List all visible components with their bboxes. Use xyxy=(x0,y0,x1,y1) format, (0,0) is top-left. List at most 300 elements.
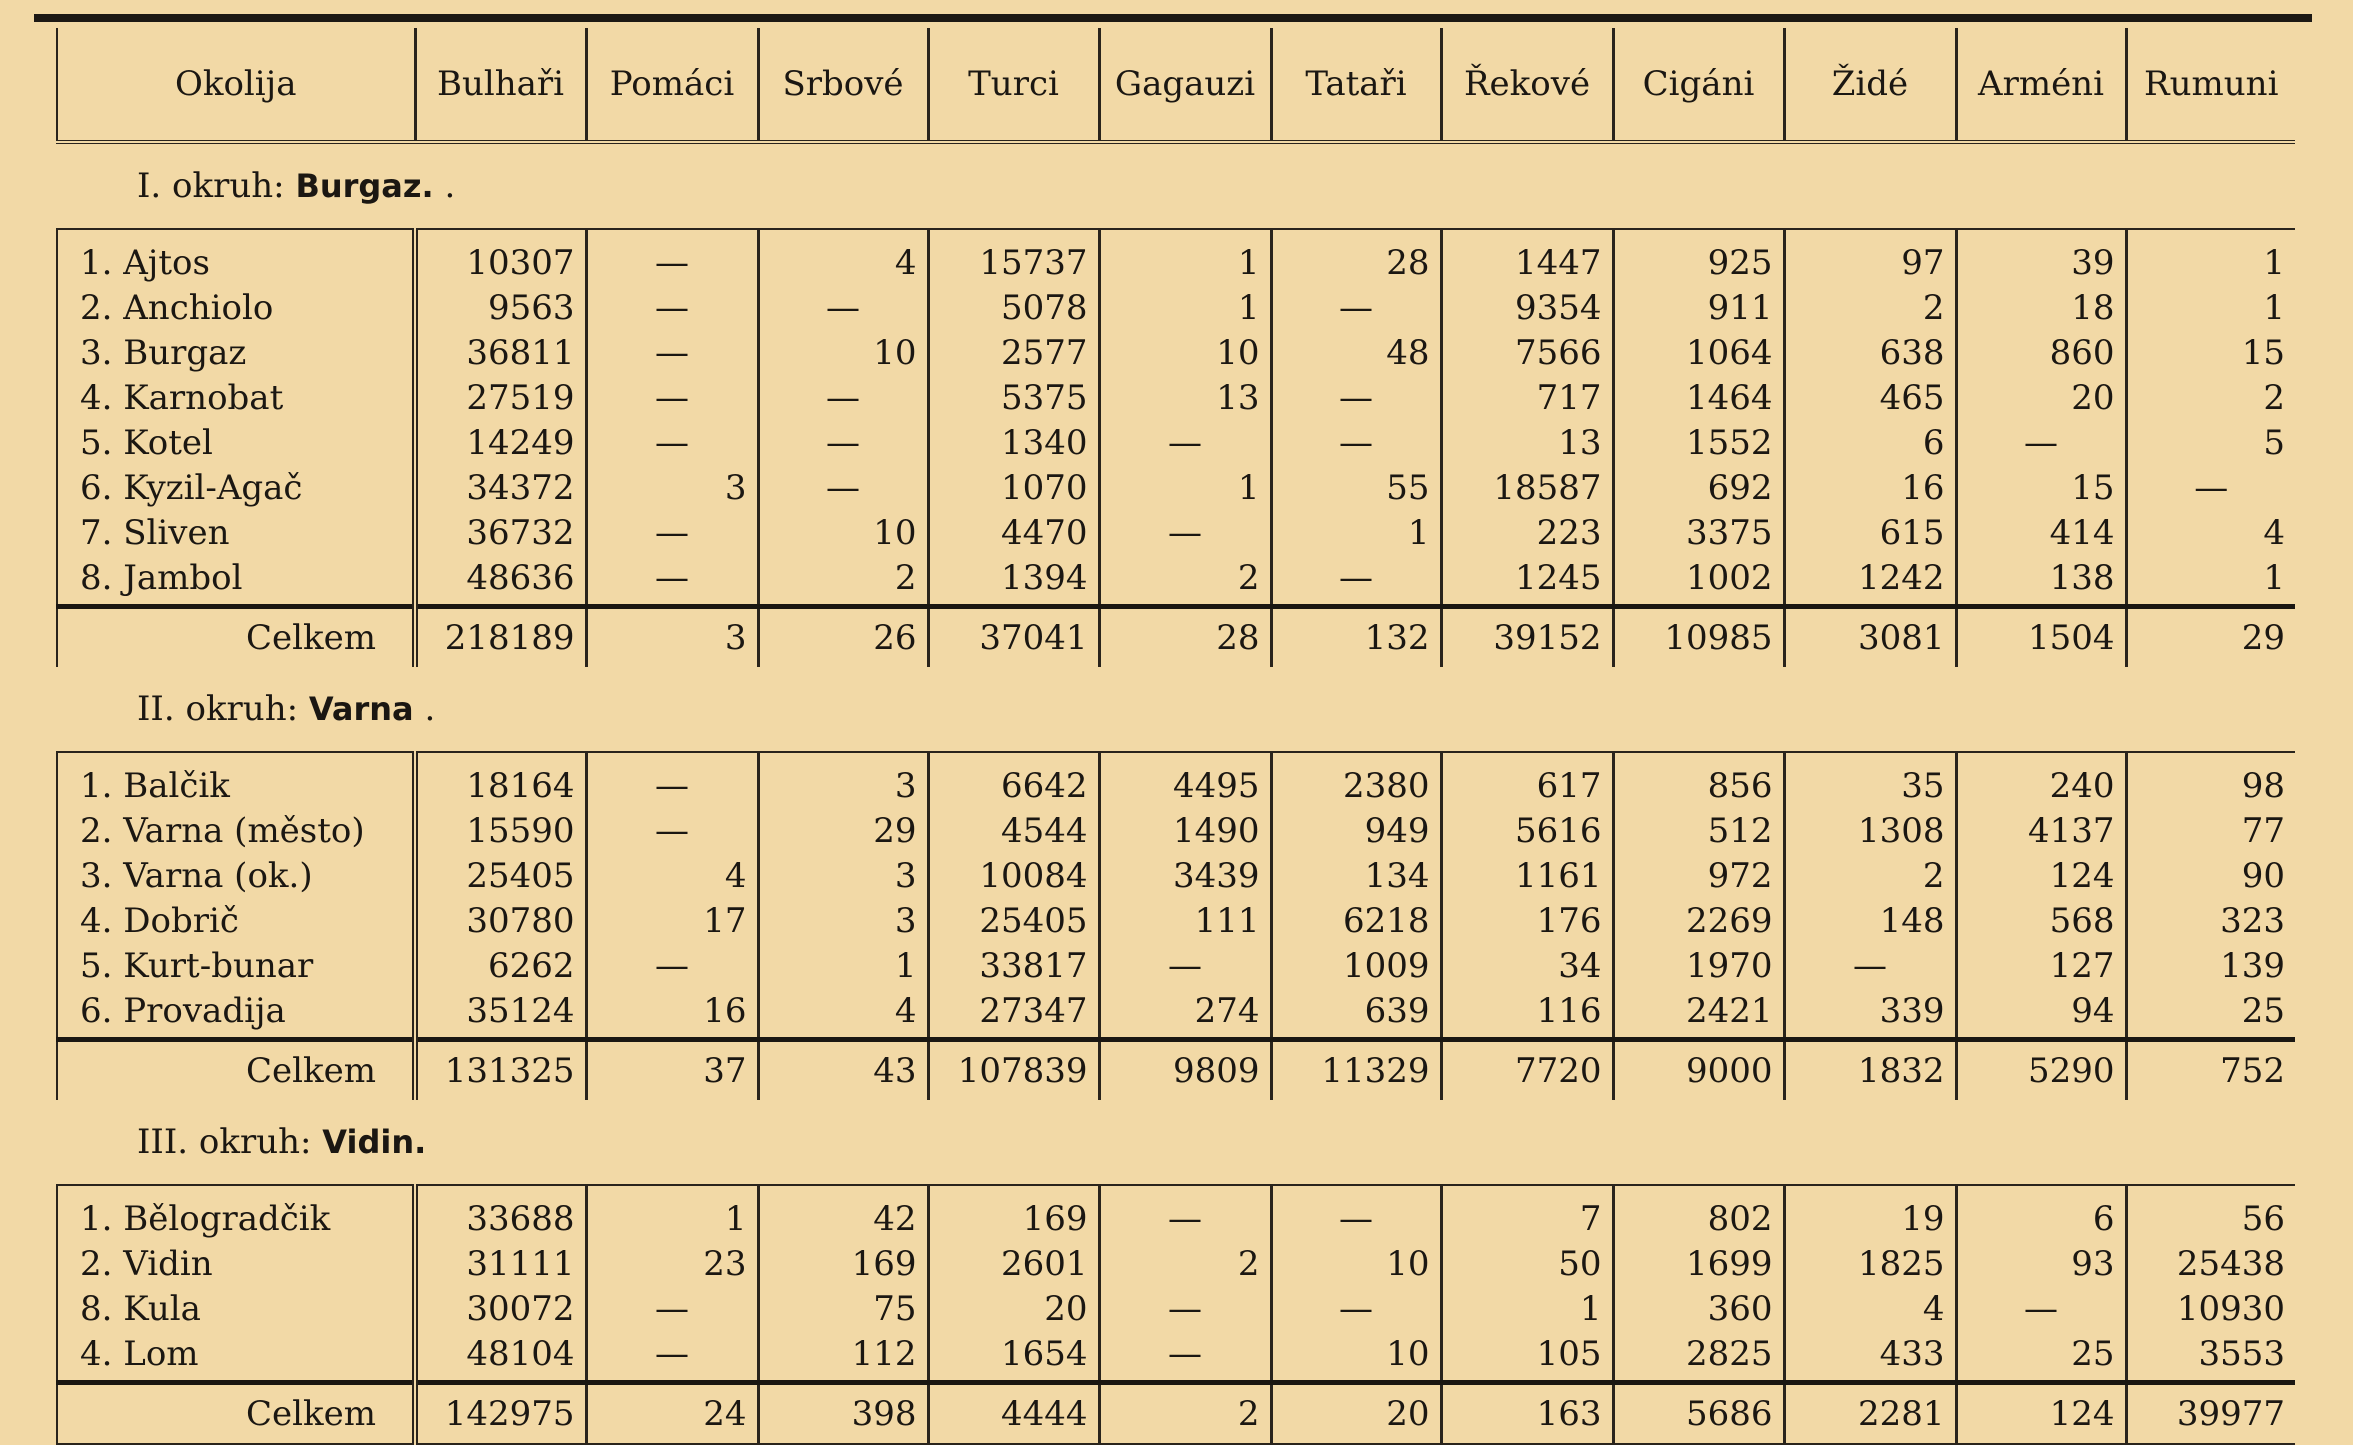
section-suffix: . xyxy=(424,689,436,729)
table-cell: 34 xyxy=(1441,943,1613,988)
table-cell: 39 xyxy=(1956,229,2126,285)
table-cell: 6 xyxy=(1784,420,1956,465)
table-cell: 39977 xyxy=(2126,1383,2295,1445)
table-cell: — xyxy=(1271,1185,1441,1241)
table-cell: — xyxy=(1271,375,1441,420)
table-cell: 4 xyxy=(758,229,928,285)
row-label: 4. Dobrič xyxy=(57,898,415,943)
table-cell: 617 xyxy=(1441,752,1613,808)
table-cell: 48104 xyxy=(415,1331,586,1383)
section-name: Vidin. xyxy=(322,1123,427,1161)
table-cell: 5 xyxy=(2126,420,2295,465)
section-heading xyxy=(57,667,2295,752)
table-cell: 615 xyxy=(1784,510,1956,555)
table-cell: 465 xyxy=(1784,375,1956,420)
table-cell: 25 xyxy=(2126,988,2295,1040)
table-cell: 9354 xyxy=(1441,285,1613,330)
table-cell: 42 xyxy=(758,1185,928,1241)
table-cell: 2269 xyxy=(1613,898,1784,943)
section-name: Burgaz. xyxy=(295,167,434,205)
table-cell: — xyxy=(1099,510,1271,555)
table-cell: 26 xyxy=(758,607,928,668)
table-cell: 75 xyxy=(758,1286,928,1331)
table-cell: — xyxy=(1271,420,1441,465)
row-label: 8. Jambol xyxy=(57,555,415,607)
table-cell: 1308 xyxy=(1784,808,1956,853)
table-cell: — xyxy=(1099,943,1271,988)
column-header: Arméni xyxy=(1956,28,2126,142)
table-cell: — xyxy=(1271,285,1441,330)
row-label: 6. Provadija xyxy=(57,988,415,1040)
table-cell: 4 xyxy=(758,988,928,1040)
table-cell: — xyxy=(1099,420,1271,465)
table-cell: — xyxy=(1099,1185,1271,1241)
table-cell: 1 xyxy=(1099,285,1271,330)
table-cell: 131325 xyxy=(415,1040,586,1101)
row-label: 1. Balčik xyxy=(57,752,415,808)
table-cell: 398 xyxy=(758,1383,928,1445)
table-row xyxy=(57,988,2295,1040)
total-row xyxy=(57,1040,2295,1101)
table-cell: 124 xyxy=(1956,853,2126,898)
table-cell: — xyxy=(586,752,758,808)
table-row xyxy=(57,510,2295,555)
table-cell: 25405 xyxy=(415,853,586,898)
table-cell: 512 xyxy=(1613,808,1784,853)
table-cell: — xyxy=(758,285,928,330)
table-cell: 972 xyxy=(1613,853,1784,898)
table-cell: 1490 xyxy=(1099,808,1271,853)
table-cell: 116 xyxy=(1441,988,1613,1040)
section-prefix: II. okruh: xyxy=(137,689,299,729)
table-cell: 77 xyxy=(2126,808,2295,853)
table-cell: 4444 xyxy=(928,1383,1099,1445)
table-cell: 48 xyxy=(1271,330,1441,375)
table-cell: 4 xyxy=(2126,510,2295,555)
table-cell: 139 xyxy=(2126,943,2295,988)
table-cell: 33817 xyxy=(928,943,1099,988)
table-cell: 37 xyxy=(586,1040,758,1101)
column-header: Turci xyxy=(928,28,1099,142)
table-cell: 39152 xyxy=(1441,607,1613,668)
table-cell: 4 xyxy=(1784,1286,1956,1331)
table-cell: 1161 xyxy=(1441,853,1613,898)
section-name: Varna xyxy=(308,690,414,728)
table-cell: 90 xyxy=(2126,853,2295,898)
row-label: 1. Bělogradčik xyxy=(57,1185,415,1241)
table-cell: 752 xyxy=(2126,1040,2295,1101)
table-cell: 1394 xyxy=(928,555,1099,607)
table-cell: 1 xyxy=(586,1185,758,1241)
table-cell: 10985 xyxy=(1613,607,1784,668)
table-cell: 2421 xyxy=(1613,988,1784,1040)
table-cell: 55 xyxy=(1271,465,1441,510)
table-cell: 43 xyxy=(758,1040,928,1101)
column-header: Pomáci xyxy=(586,28,758,142)
table-row xyxy=(57,555,2295,607)
row-label: Celkem xyxy=(57,1383,415,1445)
table-cell: 2601 xyxy=(928,1241,1099,1286)
table-cell: 240 xyxy=(1956,752,2126,808)
row-label: 2. Anchiolo xyxy=(57,285,415,330)
table-cell: 34372 xyxy=(415,465,586,510)
table-row xyxy=(57,898,2295,943)
row-label: 5. Kurt-bunar xyxy=(57,943,415,988)
table-cell: 3553 xyxy=(2126,1331,2295,1383)
table-cell: 27347 xyxy=(928,988,1099,1040)
table-cell: 25405 xyxy=(928,898,1099,943)
table-cell: 433 xyxy=(1784,1331,1956,1383)
column-header: Okolija xyxy=(57,28,415,142)
table-cell: 9000 xyxy=(1613,1040,1784,1101)
table-cell: 3439 xyxy=(1099,853,1271,898)
table-cell: 29 xyxy=(2126,607,2295,668)
table-cell: 3 xyxy=(758,853,928,898)
table-cell: 1 xyxy=(1099,465,1271,510)
table-cell: 1009 xyxy=(1271,943,1441,988)
table-cell: 14249 xyxy=(415,420,586,465)
total-row xyxy=(57,607,2295,668)
table-cell: 16 xyxy=(1784,465,1956,510)
table-cell: 860 xyxy=(1956,330,2126,375)
table-cell: 1504 xyxy=(1956,607,2126,668)
table-cell: 1552 xyxy=(1613,420,1784,465)
table-cell: 50 xyxy=(1441,1241,1613,1286)
table-cell: 19 xyxy=(1784,1185,1956,1241)
table-cell: 1 xyxy=(2126,229,2295,285)
table-cell: 6218 xyxy=(1271,898,1441,943)
table-cell: 142975 xyxy=(415,1383,586,1445)
table-cell: 48636 xyxy=(415,555,586,607)
table-cell: — xyxy=(586,330,758,375)
table-cell: — xyxy=(586,510,758,555)
row-label: 6. Kyzil-Agač xyxy=(57,465,415,510)
table-cell: 2 xyxy=(1099,1383,1271,1445)
table-cell: 717 xyxy=(1441,375,1613,420)
table-cell: 169 xyxy=(758,1241,928,1286)
table-cell: 1447 xyxy=(1441,229,1613,285)
table-cell: 1 xyxy=(2126,555,2295,607)
table-row xyxy=(57,330,2295,375)
table-cell: — xyxy=(758,375,928,420)
table-cell: 10307 xyxy=(415,229,586,285)
table-cell: 93 xyxy=(1956,1241,2126,1286)
table-cell: 3 xyxy=(586,607,758,668)
table-cell: 1 xyxy=(1099,229,1271,285)
table-cell: 2 xyxy=(1784,853,1956,898)
table-cell: 7720 xyxy=(1441,1040,1613,1101)
table-cell: 9809 xyxy=(1099,1040,1271,1101)
row-label: Celkem xyxy=(57,1040,415,1101)
section-heading xyxy=(57,142,2295,229)
table-cell: — xyxy=(758,420,928,465)
table-cell: 28 xyxy=(1271,229,1441,285)
section-suffix: . xyxy=(444,166,456,206)
table-cell: 1 xyxy=(1441,1286,1613,1331)
table-cell: 339 xyxy=(1784,988,1956,1040)
table-cell: 949 xyxy=(1271,808,1441,853)
table-cell: 15590 xyxy=(415,808,586,853)
table-cell: 56 xyxy=(2126,1185,2295,1241)
table-cell: — xyxy=(586,285,758,330)
section-heading xyxy=(57,1100,2295,1185)
table-cell: 3 xyxy=(758,898,928,943)
table-cell: 2 xyxy=(1099,1241,1271,1286)
column-header: Srbové xyxy=(758,28,928,142)
table-cell: 1825 xyxy=(1784,1241,1956,1286)
table-cell: 18 xyxy=(1956,285,2126,330)
table-cell: 692 xyxy=(1613,465,1784,510)
table-cell: — xyxy=(586,1331,758,1383)
table-cell: 28 xyxy=(1099,607,1271,668)
table-cell: 10084 xyxy=(928,853,1099,898)
table-cell: 6262 xyxy=(415,943,586,988)
table-cell: — xyxy=(1956,420,2126,465)
column-header: Cigáni xyxy=(1613,28,1784,142)
table-cell: — xyxy=(586,943,758,988)
table-cell: 35 xyxy=(1784,752,1956,808)
table-cell: 127 xyxy=(1956,943,2126,988)
table-cell: 856 xyxy=(1613,752,1784,808)
table-cell: 18164 xyxy=(415,752,586,808)
table-cell: 5686 xyxy=(1613,1383,1784,1445)
table-cell: 1245 xyxy=(1441,555,1613,607)
table-cell: 33688 xyxy=(415,1185,586,1241)
table-cell: 1064 xyxy=(1613,330,1784,375)
row-label: 3. Burgaz xyxy=(57,330,415,375)
table-cell: 568 xyxy=(1956,898,2126,943)
table-cell: 15737 xyxy=(928,229,1099,285)
table-cell: 639 xyxy=(1271,988,1441,1040)
column-header: Gagauzi xyxy=(1099,28,1271,142)
table-cell: 2 xyxy=(758,555,928,607)
table-cell: 5375 xyxy=(928,375,1099,420)
table-cell: 925 xyxy=(1613,229,1784,285)
table-cell: 2380 xyxy=(1271,752,1441,808)
table-row xyxy=(57,943,2295,988)
table-cell: 124 xyxy=(1956,1383,2126,1445)
table-cell: — xyxy=(586,808,758,853)
row-label: 4. Karnobat xyxy=(57,375,415,420)
table-cell: — xyxy=(1784,943,1956,988)
table-cell: 6642 xyxy=(928,752,1099,808)
table-cell: 2 xyxy=(2126,375,2295,420)
table-cell: 11329 xyxy=(1271,1040,1441,1101)
column-header: Rumuni xyxy=(2126,28,2295,142)
table-cell: 4495 xyxy=(1099,752,1271,808)
section-heading-row xyxy=(57,1100,2295,1185)
table-cell: 218189 xyxy=(415,607,586,668)
table-row xyxy=(57,229,2295,285)
table-cell: 1464 xyxy=(1613,375,1784,420)
table-cell: 3081 xyxy=(1784,607,1956,668)
table-cell: 7 xyxy=(1441,1185,1613,1241)
table-cell: 13 xyxy=(1441,420,1613,465)
table-cell: 414 xyxy=(1956,510,2126,555)
row-label: 2. Varna (město) xyxy=(57,808,415,853)
table-cell: 5290 xyxy=(1956,1040,2126,1101)
table-cell: 1970 xyxy=(1613,943,1784,988)
table-cell: 5616 xyxy=(1441,808,1613,853)
table-cell: 20 xyxy=(928,1286,1099,1331)
table-row xyxy=(57,1286,2295,1331)
table-cell: 111 xyxy=(1099,898,1271,943)
row-label: 1. Ajtos xyxy=(57,229,415,285)
table-cell: 105 xyxy=(1441,1331,1613,1383)
header-row xyxy=(57,28,2295,142)
table-cell: 10930 xyxy=(2126,1286,2295,1331)
table-cell: 31111 xyxy=(415,1241,586,1286)
table-cell: 35124 xyxy=(415,988,586,1040)
table-row xyxy=(57,1241,2295,1286)
table-cell: 13 xyxy=(1099,375,1271,420)
table-cell: 4470 xyxy=(928,510,1099,555)
table-cell: 4137 xyxy=(1956,808,2126,853)
table-cell: 10 xyxy=(1271,1331,1441,1383)
table-row xyxy=(57,1331,2295,1383)
table-row xyxy=(57,375,2295,420)
table-row xyxy=(57,853,2295,898)
top-rule xyxy=(34,14,2312,22)
table-cell: 6 xyxy=(1956,1185,2126,1241)
table-cell: 23 xyxy=(586,1241,758,1286)
table-cell: 802 xyxy=(1613,1185,1784,1241)
table-cell: — xyxy=(586,229,758,285)
table-cell: — xyxy=(1099,1286,1271,1331)
population-table xyxy=(56,28,2295,1445)
table-cell: 10 xyxy=(758,330,928,375)
table-cell: 223 xyxy=(1441,510,1613,555)
table-cell: 24 xyxy=(586,1383,758,1445)
table-row xyxy=(57,1185,2295,1241)
column-header: Tataři xyxy=(1271,28,1441,142)
table-cell: 30072 xyxy=(415,1286,586,1331)
table-cell: 1 xyxy=(1271,510,1441,555)
table-cell: 911 xyxy=(1613,285,1784,330)
table-cell: 36811 xyxy=(415,330,586,375)
table-cell: 1070 xyxy=(928,465,1099,510)
table-cell: 20 xyxy=(1956,375,2126,420)
table-cell: — xyxy=(1099,1331,1271,1383)
table-cell: 107839 xyxy=(928,1040,1099,1101)
section-prefix: III. okruh: xyxy=(137,1122,312,1162)
table-cell: 94 xyxy=(1956,988,2126,1040)
table-cell: 2 xyxy=(1784,285,1956,330)
table-cell: 1699 xyxy=(1613,1241,1784,1286)
table-cell: 176 xyxy=(1441,898,1613,943)
table-cell: 18587 xyxy=(1441,465,1613,510)
table-cell: 323 xyxy=(2126,898,2295,943)
table-cell: 37041 xyxy=(928,607,1099,668)
table-cell: 97 xyxy=(1784,229,1956,285)
table-cell: 4544 xyxy=(928,808,1099,853)
table-cell: — xyxy=(586,1286,758,1331)
row-label: 4. Lom xyxy=(57,1331,415,1383)
table-cell: 163 xyxy=(1441,1383,1613,1445)
table-cell: 1242 xyxy=(1784,555,1956,607)
table-cell: 4 xyxy=(586,853,758,898)
total-row xyxy=(57,1383,2295,1445)
table-cell: 29 xyxy=(758,808,928,853)
table-cell: — xyxy=(586,420,758,465)
table-cell: 25 xyxy=(1956,1331,2126,1383)
row-label: 3. Varna (ok.) xyxy=(57,853,415,898)
table-cell: — xyxy=(2126,465,2295,510)
table-cell: 638 xyxy=(1784,330,1956,375)
table-cell: — xyxy=(1271,1286,1441,1331)
table-cell: 3 xyxy=(758,752,928,808)
table-cell: 10 xyxy=(1271,1241,1441,1286)
table-cell: 9563 xyxy=(415,285,586,330)
table-body xyxy=(57,142,2295,1444)
column-header: Bulhaři xyxy=(415,28,586,142)
table-cell: 36732 xyxy=(415,510,586,555)
table-cell: 1832 xyxy=(1784,1040,1956,1101)
table-cell: 3375 xyxy=(1613,510,1784,555)
table-cell: 27519 xyxy=(415,375,586,420)
column-header: Židé xyxy=(1784,28,1956,142)
row-label: 7. Sliven xyxy=(57,510,415,555)
row-label: 5. Kotel xyxy=(57,420,415,465)
table-cell: 134 xyxy=(1271,853,1441,898)
table-cell: 138 xyxy=(1956,555,2126,607)
table-row xyxy=(57,465,2295,510)
table-cell: 10 xyxy=(1099,330,1271,375)
table-cell: 10 xyxy=(758,510,928,555)
section-heading-row xyxy=(57,142,2295,229)
table-cell: 2 xyxy=(1099,555,1271,607)
table-cell: 20 xyxy=(1271,1383,1441,1445)
table-cell: 360 xyxy=(1613,1286,1784,1331)
table-cell: 98 xyxy=(2126,752,2295,808)
row-label: Celkem xyxy=(57,607,415,668)
table-cell: — xyxy=(1271,555,1441,607)
table-cell: — xyxy=(586,555,758,607)
table-row xyxy=(57,420,2295,465)
table-cell: 2825 xyxy=(1613,1331,1784,1383)
table-row xyxy=(57,808,2295,853)
row-label: 8. Kula xyxy=(57,1286,415,1331)
table-cell: 3 xyxy=(586,465,758,510)
table-cell: 25438 xyxy=(2126,1241,2295,1286)
table-cell: — xyxy=(758,465,928,510)
table-cell: 1002 xyxy=(1613,555,1784,607)
table-row xyxy=(57,752,2295,808)
table-cell: 1 xyxy=(758,943,928,988)
table-cell: 17 xyxy=(586,898,758,943)
table-cell: 1 xyxy=(2126,285,2295,330)
table-cell: 1340 xyxy=(928,420,1099,465)
table-cell: 1654 xyxy=(928,1331,1099,1383)
table-cell: 2577 xyxy=(928,330,1099,375)
table-cell: 132 xyxy=(1271,607,1441,668)
table-cell: 16 xyxy=(586,988,758,1040)
table-cell: 7566 xyxy=(1441,330,1613,375)
table-cell: — xyxy=(1956,1286,2126,1331)
table-cell: 2281 xyxy=(1784,1383,1956,1445)
table-cell: 15 xyxy=(1956,465,2126,510)
table-cell: 112 xyxy=(758,1331,928,1383)
table-row xyxy=(57,285,2295,330)
table-cell: — xyxy=(586,375,758,420)
table-cell: 15 xyxy=(2126,330,2295,375)
section-heading-row xyxy=(57,667,2295,752)
column-header: Řekové xyxy=(1441,28,1613,142)
table-cell: 30780 xyxy=(415,898,586,943)
table-cell: 148 xyxy=(1784,898,1956,943)
table-cell: 5078 xyxy=(928,285,1099,330)
table-cell: 169 xyxy=(928,1185,1099,1241)
